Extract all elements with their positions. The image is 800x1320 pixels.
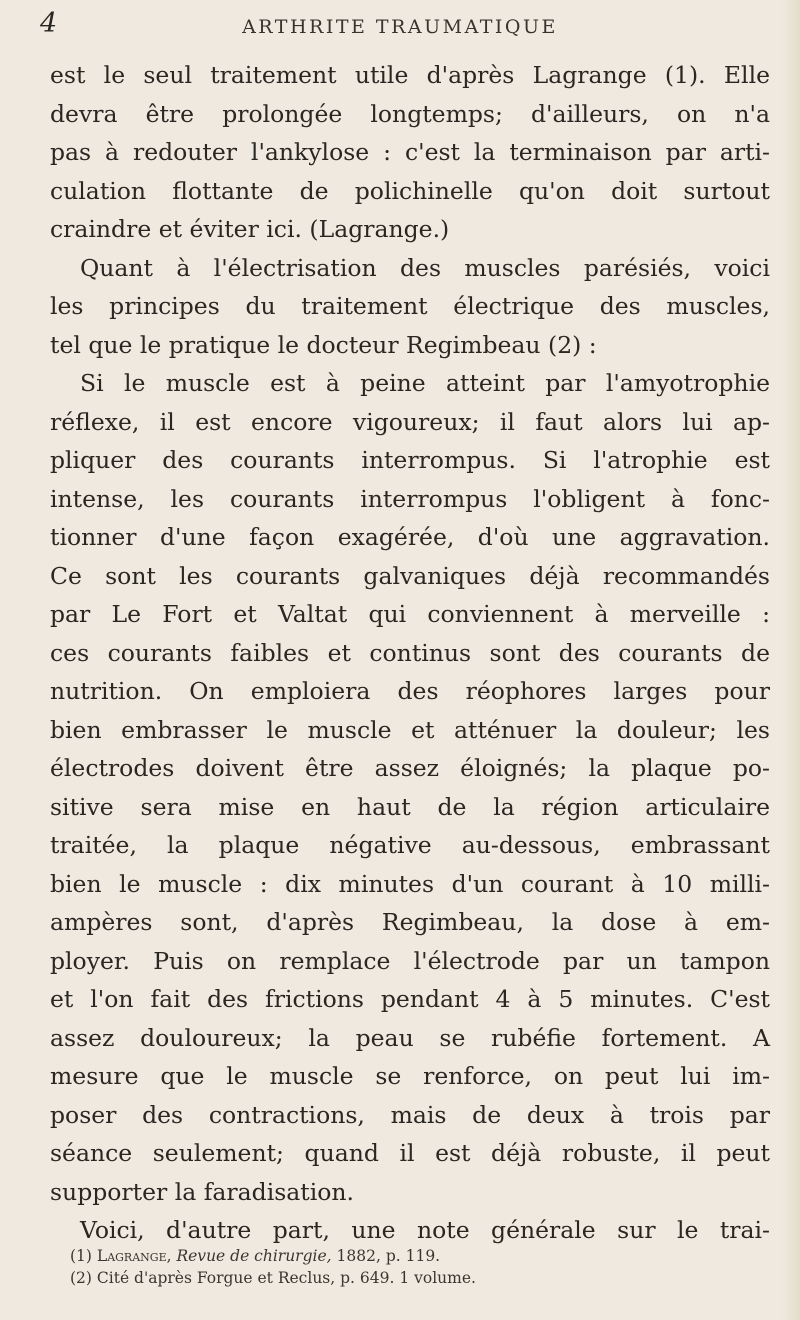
text-line: poser des contractions, mais de deux à trois par <box>50 1100 770 1129</box>
footnotes <box>70 1245 750 1289</box>
text-line: culation flottante de polichinelle qu'on doit surtout <box>50 176 770 205</box>
page-number: 4 <box>40 8 58 39</box>
footnote-journal: Revue de chirurgie, <box>176 1247 332 1265</box>
footnote-text: Cité d'après Forgue et Reclus, p. 649. 1 volume. <box>96 1269 476 1287</box>
text-line: assez douloureux; la peau se rubéfie fortement. A <box>50 1023 770 1052</box>
text-line: bien embrasser le muscle et atténuer la douleur; les <box>50 715 770 744</box>
text-line: Voici, d'autre part, une note générale sur le trai- <box>80 1216 770 1244</box>
text-line: sitive sera mise en haut de la région articulaire <box>50 792 770 821</box>
footnote-author: Lagrange, <box>96 1247 172 1265</box>
page-header <box>40 8 760 48</box>
text-line: réflexe, il est encore vigoureux; il faut alors lui ap- <box>50 407 770 436</box>
text-line: pas à redouter l'ankylose : c'est la terminaison par arti- <box>50 138 770 166</box>
footnote-reference: 1882, p. 119. <box>336 1247 441 1265</box>
text-line: électrodes doivent être assez éloignés; la plaque po- <box>50 754 770 782</box>
text-line: nutrition. On emploiera des réophores larges pour <box>50 677 770 705</box>
text-line: ces courants faibles et continus sont des courants de <box>50 638 770 667</box>
text-line: Si le muscle est à peine atteint par l'amyotrophie <box>80 369 770 397</box>
text-line: mesure que le muscle se renforce, on peut lui im- <box>50 1062 770 1090</box>
footnote-1 <box>70 1245 750 1267</box>
text-line: ployer. Puis on remplace l'électrode par un tampon <box>50 946 770 975</box>
text-line: tionner d'une façon exagérée, d'où une aggravation. <box>50 523 770 551</box>
text-line: devra être prolongée longtemps; d'ailleurs, on n'a <box>50 99 770 128</box>
text-line: intense, les courants interrompus l'obligent à fonc- <box>50 484 770 513</box>
text-line: et l'on fait des frictions pendant 4 à 5 minutes. C'est <box>50 985 770 1013</box>
text-line: est le seul traitement utile d'après Lagrange (1). Elle <box>50 61 770 89</box>
text-line: tel que le pratique le docteur Regimbeau (2) : <box>50 330 597 359</box>
body-text <box>50 56 770 1250</box>
text-line: traitée, la plaque négative au-dessous, embrassant <box>50 831 770 859</box>
page-edge-shadow <box>782 0 800 1320</box>
text-line: craindre et éviter ici. (Lagrange.) <box>50 215 450 243</box>
text-line: ampères sont, d'après Regimbeau, la dose à em- <box>50 908 770 936</box>
footnote-marker: (1) <box>70 1247 92 1265</box>
footnote-2 <box>70 1267 750 1289</box>
text-line: supporter la faradisation. <box>50 1177 355 1206</box>
text-line: Quant à l'électrisation des muscles parésiés, voici <box>80 253 770 282</box>
text-line: par Le Fort et Valtat qui conviennent à merveille : <box>50 600 770 628</box>
text-line: les principes du traitement électrique des muscles, <box>50 292 770 320</box>
text-line: séance seulement; quand il est déjà robuste, il peut <box>50 1139 770 1167</box>
text-line: Ce sont les courants galvaniques déjà recommandés <box>50 561 770 590</box>
text-line: pliquer des courants interrompus. Si l'atrophie est <box>50 446 770 474</box>
footnote-marker: (2) <box>70 1269 92 1287</box>
running-title: ARTHRITE TRAUMATIQUE <box>242 16 558 38</box>
text-line: bien le muscle : dix minutes d'un courant à 10 milli- <box>50 869 770 898</box>
